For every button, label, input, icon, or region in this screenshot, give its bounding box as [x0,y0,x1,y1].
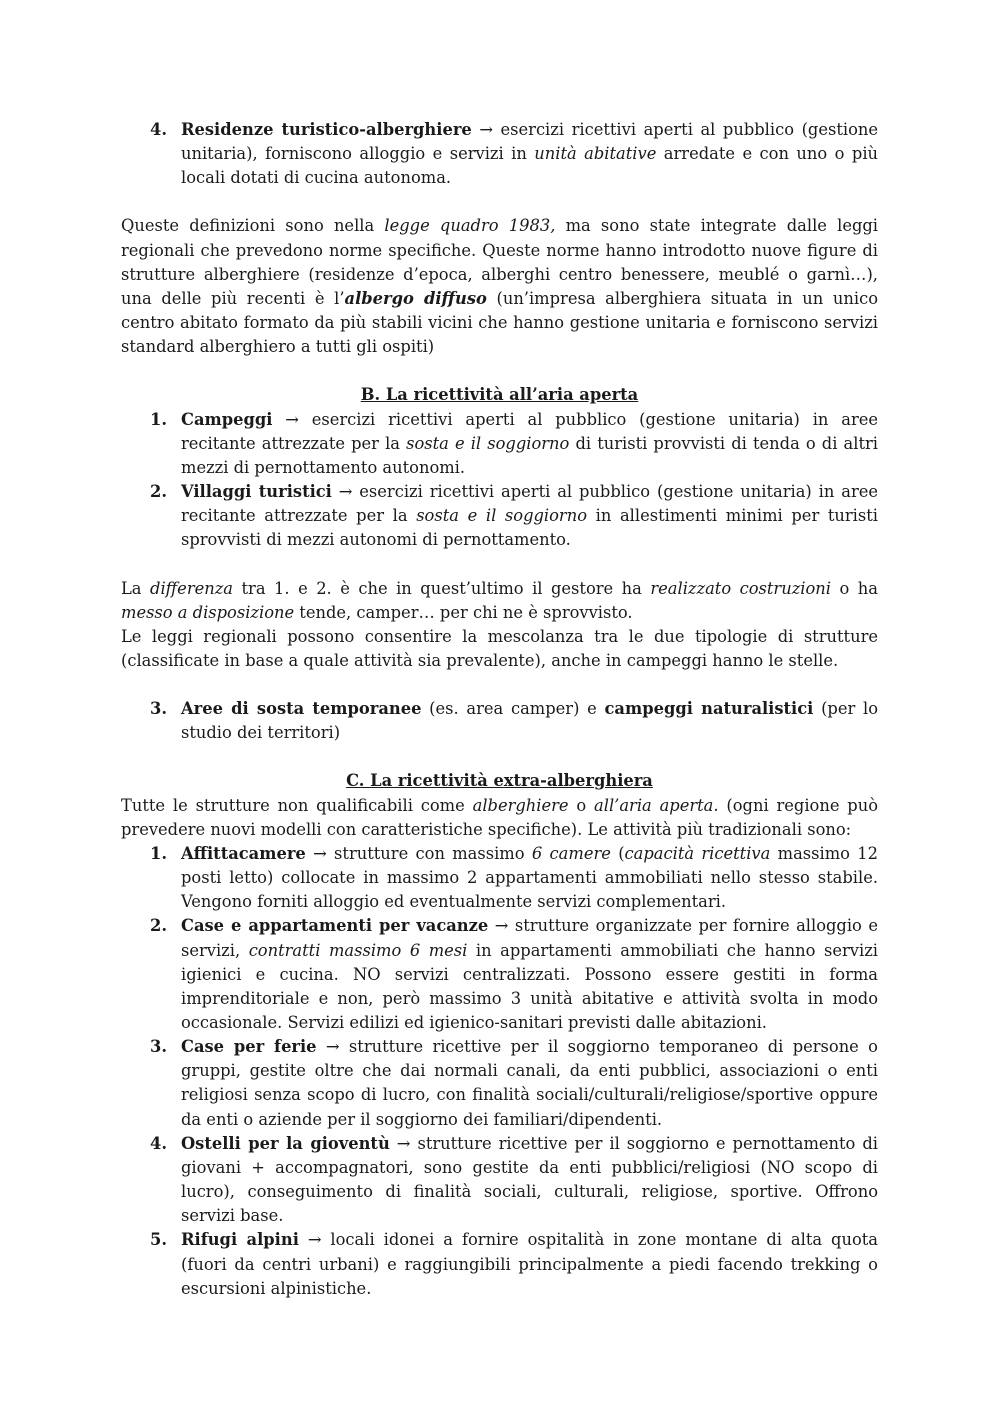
item-text: in appartamenti ammobiliati che hanno servizi igienici e cucina. NO servizi centralizzati. Possono essere gestiti in forma imprenditoriale e non, però massimo 3 unità abitative e attività svolta in modo occasionale. Servizi edilizi ed igienico-sanitari previsti dalle abitazioni. [181,940,878,1032]
paragraph-differenza [121,577,878,625]
list-number: 2. [150,482,167,502]
arrow: → [488,916,515,936]
list-item-affittacamere [121,842,878,914]
list-item-aree-sosta [121,697,878,745]
term-aree-sosta: Aree di sosta temporanee [181,699,422,719]
list-number: 1. [150,843,167,863]
term-residenze: Residenze turistico-alberghiere [181,120,472,139]
document-page [121,118,878,1301]
term-campeggi-naturalistici: campeggi naturalistici [604,699,814,719]
item-text: (es. area camper) e [421,699,605,719]
term-ostelli: Ostelli per la gioventù [181,1133,390,1153]
list-item-case-appartamenti [121,914,878,1035]
item-text: arredate e con uno o più locali dotati di cucina autonoma. [181,144,879,188]
paragraph-legge-quadro [121,214,878,359]
spacer [121,359,878,383]
para-text: o [568,795,595,815]
term-affittacamere: Affittacamere [181,843,306,863]
spacer [121,745,878,769]
emphasis: differenza [150,578,234,598]
spacer [121,190,878,214]
section-heading-c: C. La ricettività extra-alberghiera [346,771,653,791]
para-text: tende, camper… per chi ne è sprovvisto. [294,602,633,622]
term-rifugi: Rifugi alpini [181,1230,299,1250]
item-text: esercizi ricettivi aperti al pubblico (gestione unitaria) in aree recitante attrezzate per la [181,409,879,453]
spacer [121,553,878,577]
list-number: 1. [150,409,167,429]
list-item-ostelli [121,1132,878,1229]
para-text: La [121,578,151,598]
emphasis: unità abitative [534,144,657,164]
emphasis: alberghiere [472,795,569,815]
arrow: → [316,1037,349,1057]
term-campeggi: Campeggi [181,409,273,429]
item-text: in allestimenti minimi per turisti sprovvisti di mezzi autonomi di pernottamento. [181,506,878,550]
emphasis: sosta e il soggiorno [406,433,570,453]
arrow: → [389,1133,418,1153]
list-b-continued [121,697,878,745]
item-text: strutture ricettive per il soggiorno e pernottamento di giovani + accompagnatori, sono gestite da enti pubblici/religiosi (NO scopo di lucro), conseguimento di finalità sociali, culturali, religiose, sportive. Offrono servizi base. [181,1133,878,1226]
para-text: (ogni regione può prevedere nuovi modelli con caratteristiche specifiche). Le attività più tradizionali sono: [121,795,878,839]
arrow: → [305,843,335,863]
term-villaggi: Villaggi turistici [181,482,332,502]
list-number: 4. [150,120,167,139]
list-b [121,408,878,553]
list-item-villaggi [121,480,878,552]
item-text: strutture organizzate per fornire alloggio e servizi, [181,916,878,960]
emphasis: 6 camere [531,843,611,863]
list-c [121,842,878,1301]
para-text: Queste definizioni sono nella [121,216,385,236]
list-number: 3. [150,699,167,719]
para-text: (un’impresa alberghiera situata in un unico centro abitato formato da più stabili vicini che hanno gestione unitaria e forniscono servizi standard alberghiero a tutti gli ospiti) [121,288,879,357]
para-text: o ha [831,578,878,598]
item-text: strutture con massimo [334,843,532,863]
list-item-rifugi [121,1228,878,1300]
emphasis: realizzato costruzioni [650,578,831,598]
emphasis: capacità ricettiva [624,843,771,863]
arrow: → [298,1230,331,1250]
paragraph-leggi-regionali: Le leggi regionali possono consentire la mescolanza tra le due tipologie di strutture (classificate in base a quale attività sia prevalente), anche in campeggi hanno le stelle. [121,626,878,670]
term-case-appartamenti: Case e appartamenti per vacanze [181,916,489,936]
item-text: esercizi ricettivi aperti al pubblico (gestione unitaria), forniscono alloggio e servizi in [181,120,879,164]
list-a-continued [121,118,878,190]
para-text: tra 1. e 2. è che in quest’ultimo il gestore ha [233,578,651,598]
item-text: locali idonei a fornire ospitalità in zone montane di alta quota (fuori da centri urbani) e raggiungibili principalmente a piedi facendo trekking o escursioni alpinistiche. [181,1230,878,1298]
list-item-residenze [121,118,878,190]
para-text: Tutte le strutture non qualificabili come [121,795,473,815]
arrow: → [272,409,312,429]
list-number: 4. [150,1133,167,1153]
list-item-case-ferie [121,1035,878,1132]
para-text: ma sono state integrate dalle leggi regionali che prevedono norme specifiche. Queste norme hanno introdotto nuove figure di strutture alberghiere (residenze d’epoca, alberghi centro benessere, meublé o garnì…), una delle più recenti è l’ [121,216,879,308]
list-number: 3. [150,1037,167,1057]
list-item-campeggi [121,408,878,480]
list-number: 2. [150,916,167,936]
item-text: strutture ricettive per il soggiorno temporaneo di persone o gruppi, gestite oltre che dai normali canali, da enti pubblici, associazioni o enti religiosi senza scopo di lucro, con finalità sociali/culturali/religiose/sportive oppure da enti o aziende per il soggiorno dei familiari/dipendenti. [181,1037,878,1129]
emphasis: sosta e il soggiorno [416,506,587,526]
emphasis: contratti massimo 6 mesi [248,940,468,960]
spacer [121,673,878,697]
arrow: → [331,482,360,502]
term-case-ferie: Case per ferie [181,1037,317,1057]
item-text: di turisti provvisti di tenda o di altri mezzi di pernottamento autonomi. [181,433,878,477]
item-text: massimo 12 posti letto) collocate in massimo 2 appartamenti ammobiliati nello stesso stabile. Vengono forniti alloggio ed eventualmente servizi complementari. [181,843,878,912]
term-albergo-diffuso: albergo diffuso [344,288,487,308]
item-text: (per lo studio dei territori) [181,699,878,743]
paragraph-c-intro [121,794,878,842]
emphasis: messo a disposizione [121,602,295,622]
emphasis: legge quadro 1983, [384,216,556,236]
section-heading-b: B. La ricettività all’aria aperta [360,385,639,405]
emphasis: all’aria aperta. [594,795,719,815]
item-text: esercizi ricettivi aperti al pubblico (gestione unitaria) in aree recitante attrezzate per la [181,482,878,526]
item-text: ( [610,843,625,863]
list-number: 5. [150,1230,167,1250]
arrow: → [471,120,501,139]
